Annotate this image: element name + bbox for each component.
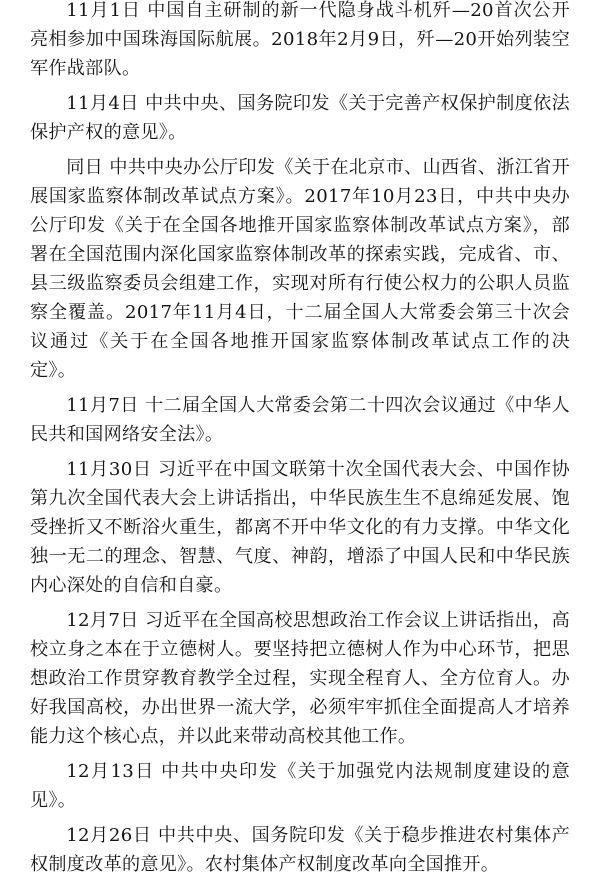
entry-text: 中国自主研制的新一代隐身战斗机歼—20首次公开亮相参加中国珠海国际航展。2018年2月9日，歼—20开始列装空军作战部队。	[30, 0, 570, 79]
chronicle-entry	[30, 757, 570, 815]
entry-text: 中共中央办公厅印发《关于在北京市、山西省、浙江省开展国家监察体制改革试点方案》。2017年10月23日，中共中央办公厅印发《关于在全国各地推开国家监察体制改革试点方案》，部署在全国范围内深化国家监察体制改革的探索实践，完成省、市、县三级监察委员会组建工作，实现对所有行使公权力的公职人员监察全覆盖。2017年11月4日，十二届全国人大常委会第三十次会议通过《关于在全国各地推开国家监察体制改革试点工作的决定》。	[30, 157, 570, 381]
entry-date: 12月7日	[66, 610, 139, 631]
chronicle-entry	[30, 391, 570, 449]
entry-date: 11月7日	[66, 395, 139, 416]
entry-text: 习近平在中国文联第十次全国代表大会、中国作协第九次全国代表大会上讲话指出，中华民族生生不息绵延发展、饱受挫折又不断浴火重生，都离不开中华文化的有力支撑。中华文化独一无二的理念、智慧、气度、神韵，增添了中国人民和中华民族内心深处的自信和自豪。	[30, 459, 570, 596]
entry-date: 同日	[66, 157, 104, 178]
entry-text: 中共中央、国务院印发《关于稳步推进农村集体产权制度改革的意见》。农村集体产权制度改革向全国推开。	[30, 825, 570, 875]
chronicle-entry	[30, 89, 570, 147]
chronicle-entry	[30, 455, 570, 600]
entry-date: 12月26日	[66, 825, 152, 846]
entry-text: 习近平在全国高校思想政治工作会议上讲话指出，高校立身之本在于立德树人。要坚持把立德树人作为中心环节，把思想政治工作贯穿教育教学全过程，实现全程育人、全方位育人。办好我国高校，办出世界一流大学，必须牢牢抓住全面提高人才培养能力这个核心点，并以此来带动高校其他工作。	[30, 610, 570, 747]
chronicle-entry	[30, 821, 570, 879]
entry-text: 十二届全国人大常委会第二十四次会议通过《中华人民共和国网络安全法》。	[30, 395, 570, 445]
chronicle-entry	[30, 606, 570, 751]
entry-date: 12月13日	[66, 761, 155, 782]
entry-text: 中共中央印发《关于加强党内法规制度建设的意见》。	[30, 761, 570, 811]
entry-date: 11月4日	[66, 93, 139, 114]
entry-date: 11月1日	[66, 0, 141, 21]
chronicle-entry	[30, 0, 570, 83]
entry-text: 中共中央、国务院印发《关于完善产权保护制度依法保护产权的意见》。	[30, 93, 570, 143]
entry-date: 11月30日	[66, 459, 152, 480]
chronicle-entry	[30, 153, 570, 385]
